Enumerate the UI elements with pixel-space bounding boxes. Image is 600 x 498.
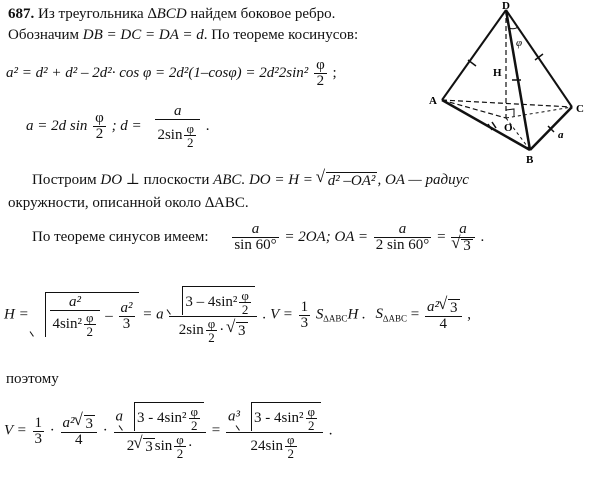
eq3-s-sub: ∆ABC xyxy=(323,313,348,324)
eq1-frac-num: φ xyxy=(316,57,325,73)
final-volume-equation xyxy=(4,402,333,460)
eq3-den1-phi: φ xyxy=(85,310,94,325)
eq1-end: ; xyxy=(332,64,337,81)
edge-da xyxy=(442,10,506,100)
eq3-eq-a: = a xyxy=(142,306,164,323)
para2-f1-num: a xyxy=(232,222,278,238)
eq4-inner-two: 2 xyxy=(191,418,198,433)
eq3-area-frac xyxy=(425,299,462,332)
construction-paragraph-line2 xyxy=(8,195,249,212)
edge-formula xyxy=(26,104,209,149)
eq1-fraction xyxy=(314,58,327,89)
eq2-mid: ; d = xyxy=(111,117,142,134)
eq4-den-pre: 2 xyxy=(126,437,135,454)
pyramid-figure xyxy=(426,0,598,168)
eq3-h: H = xyxy=(4,306,29,323)
eq2-frac2 xyxy=(155,104,200,149)
para2-f3-den-root: 3 xyxy=(463,237,471,254)
para1-text-b: плоскости xyxy=(139,172,214,188)
eq4-den24: 24sin xyxy=(250,437,283,454)
label-c: C xyxy=(576,103,584,115)
label-h: H xyxy=(493,67,502,79)
eq4-result-inner: 3 - 4sin² xyxy=(254,409,304,426)
eq4-a: a xyxy=(115,408,124,425)
eq2-frac1-den: 2 xyxy=(95,126,104,142)
eq4-big-den xyxy=(114,433,207,460)
eq2-frac2-den-pre: 2sin xyxy=(157,126,183,143)
eq4-v: V = xyxy=(4,422,27,439)
eq4-result-num xyxy=(226,402,323,433)
eq3-den2-root: 3 xyxy=(238,323,246,339)
sine-law-line xyxy=(32,222,484,253)
para2-end: . xyxy=(480,228,485,245)
eq1-lhs: a² = d² + d² – 2d²· cos φ = 2d²(1–cosφ) = 2d²2sin² xyxy=(6,64,309,81)
tick-ab-2 xyxy=(492,122,496,128)
intro-text-1: Из треугольника xyxy=(38,6,148,22)
eq4-one-third xyxy=(33,416,45,447)
eq4-inner: 3 - 4sin² xyxy=(137,409,187,426)
eq3-three-b: 3 xyxy=(300,314,309,331)
intro-text-2: найдем боковое ребро. xyxy=(186,6,336,22)
eq4-den-root: 3 xyxy=(145,439,153,455)
eq3-a2: a² xyxy=(50,295,99,311)
eq4-result-two: 2 xyxy=(308,418,315,433)
para2-eq: = xyxy=(437,228,446,245)
eq3-minus: – xyxy=(105,307,113,324)
label-phi: φ xyxy=(516,37,523,49)
eq4-one: 1 xyxy=(34,414,43,431)
eq3-a2b: a² xyxy=(120,300,133,316)
line2-text-2: . По теореме косинусов: xyxy=(203,27,359,43)
eq3-den2-two: 2 xyxy=(208,330,215,345)
therefore-text: поэтому xyxy=(6,371,59,387)
eq2-frac2-den-den: 2 xyxy=(186,135,194,150)
para1-text-d: , OA — радиус xyxy=(377,172,469,188)
eq3-eq2: = xyxy=(410,306,420,323)
para1-line2: окружности, описанной около ∆ABC. xyxy=(8,195,249,211)
eq4-result-inner-frac xyxy=(306,405,318,432)
para2-f3-num: a xyxy=(451,222,475,238)
eq3-den1-frac xyxy=(84,311,96,338)
eq3-den1 xyxy=(50,311,99,338)
eq3-area-den: 4 xyxy=(439,315,448,332)
eq3-inner-frac xyxy=(239,289,251,316)
eq2-frac2-den xyxy=(155,120,200,149)
problem-line-2 xyxy=(8,27,358,44)
edge-ab xyxy=(442,100,530,150)
eq3-area-num xyxy=(425,299,462,317)
eq3-h-root xyxy=(46,292,138,338)
eq4-den-phi: φ xyxy=(176,432,184,447)
eq4-dot1: · xyxy=(49,422,55,439)
eq4-den-frac xyxy=(174,433,186,460)
eq3-inner-two: 2 xyxy=(241,302,249,317)
eq3-s2: S xyxy=(375,306,384,323)
para2-f1-den: sin 60° xyxy=(234,237,277,253)
para2-f3-den xyxy=(451,238,475,253)
label-a-edge: a xyxy=(558,129,564,141)
para2-frac2 xyxy=(374,222,432,253)
eq4-inner-frac xyxy=(189,405,201,432)
eq2-frac1 xyxy=(93,111,106,142)
eq3-den1-text: 4sin² xyxy=(52,315,82,332)
para2-frac3 xyxy=(451,222,475,253)
eq3-inner-phi: φ xyxy=(241,288,249,303)
segment-oa xyxy=(442,100,506,118)
construction-paragraph xyxy=(32,170,469,189)
problem-number: 687. xyxy=(8,6,35,22)
eq4-den-sin: sin xyxy=(154,437,173,454)
eq3-den1-two: 2 xyxy=(86,324,93,339)
eq4-r3: 3 xyxy=(85,415,94,432)
eq4-dot2: · xyxy=(102,422,108,439)
eq3-den2-text: 2sin xyxy=(178,321,204,338)
eq2-frac1-num: φ xyxy=(95,110,104,126)
eq4-four: 4 xyxy=(75,431,83,448)
para1-abc: ABC xyxy=(213,172,242,188)
eq4-area-num xyxy=(61,415,98,433)
edge-equality: DB = DC = DA = d xyxy=(82,27,204,43)
eq2-end: . xyxy=(205,117,210,134)
triangle-symbol: ∆BCD xyxy=(147,6,187,22)
eq3-v-eq: . V = xyxy=(262,306,293,323)
eq4-den-two: 2 xyxy=(176,446,184,461)
eq3-h-end: H . xyxy=(347,306,366,323)
eq4-inner-phi: φ xyxy=(190,404,199,419)
label-o: O xyxy=(504,122,513,134)
eq3-one: 1 xyxy=(300,298,309,315)
eq3-inner: 3 – 4sin² xyxy=(185,293,238,310)
eq3-den2-frac xyxy=(206,317,218,344)
eq4-a2: a² xyxy=(62,414,75,431)
eq3-big-num xyxy=(169,286,257,317)
eq4-big-num xyxy=(114,402,207,433)
eq2-part1: a = 2d sin xyxy=(26,117,88,134)
para1-root-content: d² –OA² xyxy=(327,173,376,190)
problem-line-1 xyxy=(8,6,335,23)
eq3-one-third xyxy=(299,300,311,331)
eq2-frac2-den-frac xyxy=(184,122,196,149)
para2-f2-num: a xyxy=(374,222,432,238)
eq3-den2-phi: φ xyxy=(207,316,216,331)
eq1-frac-den: 2 xyxy=(316,73,325,89)
para1-root xyxy=(326,172,378,189)
eq3-s2-sub: ∆ABC xyxy=(383,313,408,324)
para1-text-a: Построим xyxy=(32,172,101,188)
para1-text-c: . DO = H = xyxy=(241,172,317,188)
para2-text: По теореме синусов имеем: xyxy=(32,228,209,245)
eq4-three: 3 xyxy=(34,430,43,447)
para2-f2-den: 2 sin 60° xyxy=(375,237,430,253)
eq4-eq: = xyxy=(211,422,221,439)
eq4-den-dot: · xyxy=(187,437,193,454)
eq4-den24-phi: φ xyxy=(287,432,295,447)
right-angle-mark xyxy=(506,109,514,116)
para2-mid: = 2OA; OA = xyxy=(284,228,369,245)
eq4-a3: a³ xyxy=(228,408,240,425)
edge-dc xyxy=(506,10,572,107)
eq2-frac2-den-num: φ xyxy=(186,121,194,136)
eq4-den24-frac xyxy=(285,433,297,460)
eq3-frac-a2 xyxy=(50,295,99,338)
eq3-area-root: 3 xyxy=(450,299,458,316)
eq3-big-frac xyxy=(169,286,257,344)
eq3-comma: , xyxy=(467,306,472,323)
eq4-result-den xyxy=(226,433,323,460)
eq4-big-frac xyxy=(114,402,207,460)
para2-frac1 xyxy=(232,222,278,253)
label-b: B xyxy=(526,154,534,166)
eq3-big-den xyxy=(169,317,257,344)
line2-text-1: Обозначим xyxy=(8,27,83,43)
eq3-s: S xyxy=(315,306,324,323)
height-volume-equation xyxy=(4,286,471,344)
eq4-result-frac xyxy=(226,402,323,460)
eq4-end: . xyxy=(328,422,333,439)
label-a: A xyxy=(429,95,437,107)
para1-do-perp: DO ⊥ xyxy=(100,172,140,188)
eq3-three: 3 xyxy=(122,316,131,332)
label-d: D xyxy=(502,0,510,12)
eq3-den2-tail: · xyxy=(219,321,229,338)
eq3-area-a2: a² xyxy=(427,298,440,315)
eq4-area-frac xyxy=(61,415,98,448)
eq3-frac-a2-3 xyxy=(119,301,135,332)
eq4-result-phi: φ xyxy=(307,404,316,419)
eq2-frac2-num: a xyxy=(155,104,200,120)
cosine-law-equation xyxy=(6,58,337,89)
eq4-den24-two: 2 xyxy=(287,446,294,461)
